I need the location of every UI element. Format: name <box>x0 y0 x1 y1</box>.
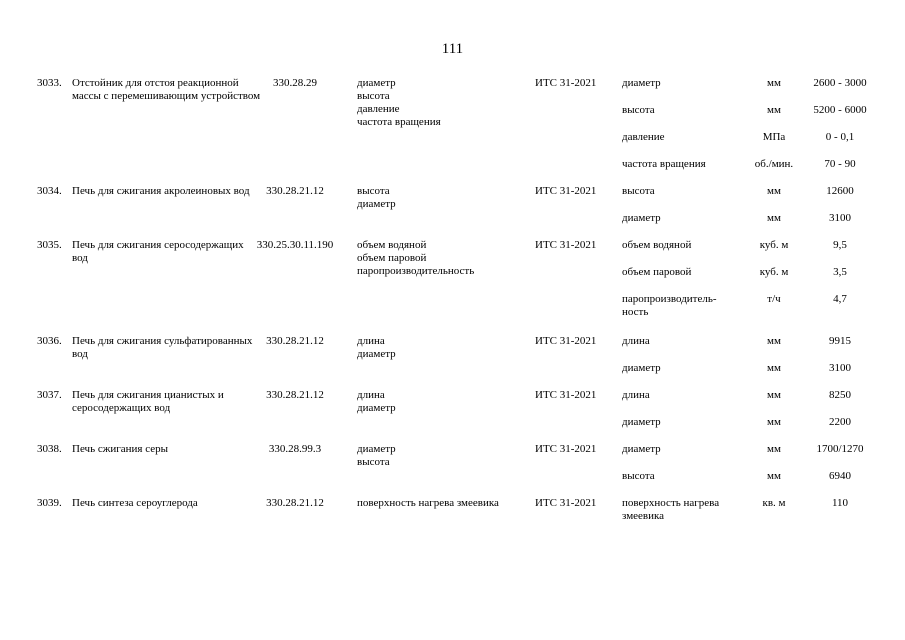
parameter-unit: мм <box>767 77 781 89</box>
parameter-value-row <box>0 212 905 239</box>
parameter-list-item: диаметр <box>357 443 396 455</box>
standard-reference: ИТС 31-2021 <box>535 389 597 401</box>
row-number: 3038. <box>37 443 62 455</box>
parameter-name-line: частота вращения <box>622 158 706 170</box>
parameter-unit: МПа <box>762 131 786 143</box>
parameter-value: 6940 <box>829 470 851 482</box>
parameter-name-line: паропроизводитель- <box>622 293 717 305</box>
parameter-unit: мм <box>767 362 781 374</box>
parameter-unit: мм <box>767 104 781 116</box>
parameter-value-row <box>0 362 905 389</box>
parameter-value: 12600 <box>826 185 854 197</box>
parameter-value: 0 - 0,1 <box>825 131 855 143</box>
parameter-value-row <box>0 389 905 416</box>
parameter-name <box>622 416 742 429</box>
parameter-list-item: частота вращения <box>357 116 441 128</box>
parameter-name-line: давление <box>622 131 665 143</box>
parameter-name <box>622 239 742 252</box>
row-number: 3039. <box>37 497 62 509</box>
parameter-value: 4,7 <box>833 293 847 305</box>
parameter-name <box>622 77 742 90</box>
parameter-name-line: диаметр <box>622 416 661 428</box>
equipment-name: Отстойник для отстоя реакционной массы с перемешивающим устройством <box>72 77 261 102</box>
parameter-value-row <box>0 239 905 266</box>
parameter-list-item: длина <box>357 389 385 401</box>
parameter-value-row <box>0 293 905 320</box>
parameter-name-line: диаметр <box>622 77 661 89</box>
parameter-name-line: длина <box>622 389 650 401</box>
parameter-unit: мм <box>767 470 781 482</box>
parameter-unit: мм <box>767 416 781 428</box>
standard-reference: ИТС 31-2021 <box>535 335 597 347</box>
parameter-value-row <box>0 104 905 131</box>
row-number: 3034. <box>37 185 62 197</box>
parameter-unit: кв. м <box>762 497 786 509</box>
parameter-list-item: паропроизводительность <box>357 265 475 277</box>
parameter-value-row <box>0 416 905 443</box>
parameter-unit: мм <box>767 212 781 224</box>
parameter-name <box>622 470 742 483</box>
parameter-unit: мм <box>767 443 781 455</box>
parameter-value: 3100 <box>829 212 851 224</box>
equipment-name: Печь для сжигания цианистых и серосодержащих вод <box>72 389 224 414</box>
parameter-value-row <box>0 497 905 524</box>
parameter-unit: мм <box>767 185 781 197</box>
row-number: 3036. <box>37 335 62 347</box>
row-number: 3035. <box>37 239 62 251</box>
parameter-name <box>622 266 742 279</box>
parameter-name <box>622 497 742 523</box>
parameter-value: 9915 <box>829 335 851 347</box>
okpd-code: 330.28.21.12 <box>266 185 324 197</box>
parameter-name-line: длина <box>622 335 650 347</box>
parameter-unit: куб. м <box>759 266 789 278</box>
parameter-name <box>622 293 742 319</box>
standard-reference: ИТС 31-2021 <box>535 443 597 455</box>
okpd-code: 330.28.21.12 <box>266 497 324 509</box>
parameter-unit: мм <box>767 335 781 347</box>
parameter-name <box>622 389 742 402</box>
row-number: 3033. <box>37 77 62 89</box>
parameter-list-item: высота <box>357 90 390 102</box>
parameter-list-item: высота <box>357 456 390 468</box>
parameter-value: 2600 - 3000 <box>813 77 867 89</box>
parameter-unit: мм <box>767 389 781 401</box>
parameter-unit: об./мин. <box>754 158 794 170</box>
parameter-value: 5200 - 6000 <box>813 104 867 116</box>
parameter-list-item: диаметр <box>357 77 396 89</box>
equipment-name: Печь синтеза сероуглерода <box>72 497 198 509</box>
parameter-value: 3100 <box>829 362 851 374</box>
standard-reference: ИТС 31-2021 <box>535 497 597 509</box>
parameter-unit: куб. м <box>759 239 789 251</box>
parameter-name <box>622 212 742 225</box>
okpd-code: 330.28.21.12 <box>266 389 324 401</box>
parameter-name-line: диаметр <box>622 443 661 455</box>
equipment-name: Печь для сжигания серосодержащих вод <box>72 239 244 264</box>
parameter-value-row <box>0 470 905 497</box>
parameter-name-line: высота <box>622 470 655 482</box>
parameter-value-row <box>0 77 905 104</box>
parameter-value: 8250 <box>829 389 851 401</box>
equipment-name: Печь сжигания серы <box>72 443 168 455</box>
parameter-name-line: ность <box>622 306 649 318</box>
okpd-code: 330.28.21.12 <box>266 335 324 347</box>
equipment-name: Печь для сжигания сульфатированных вод <box>72 335 253 360</box>
parameter-value-row <box>0 185 905 212</box>
parameter-value: 2200 <box>829 416 851 428</box>
parameter-name <box>622 185 742 198</box>
okpd-code: 330.25.30.11.190 <box>256 239 334 251</box>
parameter-name <box>622 335 742 348</box>
standard-reference: ИТС 31-2021 <box>535 185 597 197</box>
parameter-value: 70 - 90 <box>824 158 856 170</box>
parameter-list-item: длина <box>357 335 385 347</box>
parameter-list-item: поверхность нагрева змеевика <box>357 497 499 509</box>
parameter-value: 110 <box>831 497 849 509</box>
parameter-name-line: объем водяной <box>622 239 692 251</box>
page-number: 111 <box>441 41 464 57</box>
parameter-name-line: высота <box>622 104 655 116</box>
parameter-value-row <box>0 266 905 293</box>
parameter-name-line: диаметр <box>622 212 661 224</box>
parameter-value-row <box>0 131 905 158</box>
parameter-list-item: диаметр <box>357 198 396 210</box>
parameter-list-item: объем водяной <box>357 239 427 251</box>
parameter-name-line: объем паровой <box>622 266 692 278</box>
parameter-name <box>622 362 742 375</box>
parameter-name-line: диаметр <box>622 362 661 374</box>
parameter-name <box>622 104 742 117</box>
row-number: 3037. <box>37 389 62 401</box>
parameter-list-item: объем паровой <box>357 252 427 264</box>
standard-reference: ИТС 31-2021 <box>535 77 597 89</box>
parameter-value: 1700/1270 <box>816 443 864 455</box>
equipment-name: Печь для сжигания акролеиновых вод <box>72 185 250 197</box>
parameter-name-line: высота <box>622 185 655 197</box>
standard-reference: ИТС 31-2021 <box>535 239 597 251</box>
parameter-value-row <box>0 158 905 185</box>
parameter-list-item: давление <box>357 103 400 115</box>
parameter-value: 3,5 <box>833 266 847 278</box>
parameter-value-row <box>0 335 905 362</box>
parameter-name-line: поверхность нагрева змеевика <box>622 497 720 522</box>
parameter-list-item: диаметр <box>357 348 396 360</box>
parameter-list-item: диаметр <box>357 402 396 414</box>
okpd-code: 330.28.99.3 <box>268 443 322 455</box>
parameter-name <box>622 131 742 144</box>
parameter-unit: т/ч <box>767 293 781 305</box>
parameter-value: 9,5 <box>833 239 847 251</box>
parameter-name <box>622 158 742 171</box>
parameter-list-item: высота <box>357 185 390 197</box>
parameter-value-row <box>0 443 905 470</box>
okpd-code: 330.28.29 <box>273 77 317 89</box>
parameter-name <box>622 443 742 456</box>
